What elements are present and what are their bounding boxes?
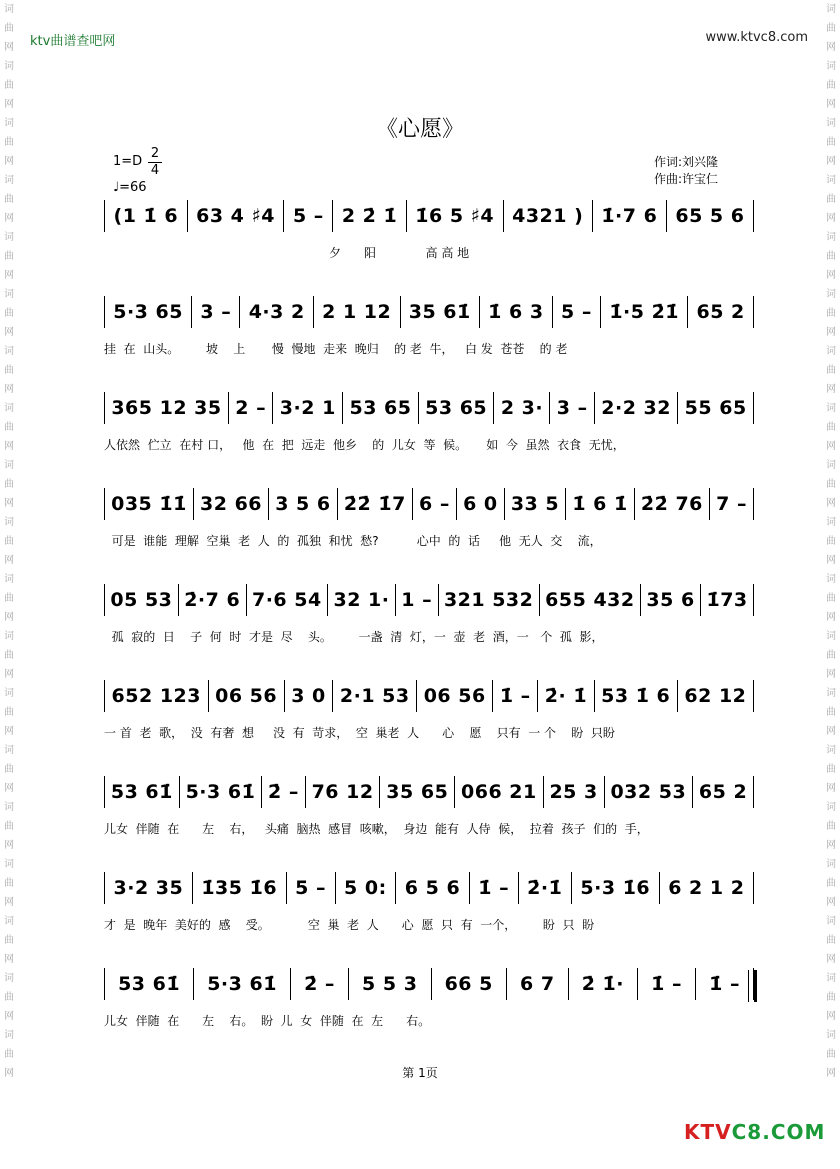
measure: 1 – [396,584,439,616]
time-signature [148,146,162,179]
measure: 1̇73 [701,584,754,616]
notes-row [104,584,754,616]
measure: 1̇ 6 3 [480,296,553,328]
score-line [104,488,754,548]
measure: 2 – [229,392,274,424]
measure: 2·2 32 [595,392,678,424]
notes-row [104,872,754,904]
score-line [104,584,754,644]
site-name[interactable]: ktv曲谱查吧网 [30,34,116,49]
notes-row [104,968,754,1000]
measure: 53 61̇ [105,776,180,808]
measure: 365 12 35 [105,392,229,424]
score-line [104,680,754,740]
measure: 5·3 65 [105,296,192,328]
measure: 1̇ – [470,872,519,904]
measure: 655 432 [540,584,641,616]
song-title: 《心愿》 [375,117,464,142]
measure: 1̇ – [493,680,538,712]
measure: 2̇2̇ 1̇7 [338,488,413,520]
logo-c8: C8.COM [731,1120,826,1144]
measure: 1̇ 6 1̇ [566,488,635,520]
measure: 5·3 61̇ [180,776,262,808]
key-signature: 1=D [113,154,143,169]
measure: 652 123 [105,680,209,712]
score-line [104,776,754,836]
watermark-right: 词曲网词曲网词曲网词曲网词曲网词曲网词曲网词曲网词曲网词曲网词曲网词曲网词曲网词曲网词曲网词曲网词曲网词曲网词曲网 [826,4,836,1079]
lyrics-line: 人依然 伫立 在村 口， 他 在 把 远走 他乡 的 儿女 等 候。 如 今 虽然 衣食 无忧， [104,438,625,452]
lyrics-line: 一 首 老 歌， 没 有奢 想 没 有 苛求， 空 巢老 人 心 愿 只有 一 个 盼 只盼 [104,726,615,740]
measure: 35 6 [641,584,701,616]
measure: 2·1 53 [333,680,417,712]
measure: 53 65 [419,392,495,424]
measure: 2̇ – [291,968,349,1000]
lyrics-line: 才 是 晚年 美好的 感 受。 空 巢 老 人 心 愿 只 有 一个， 盼 只 盼 [104,918,595,932]
measure: 1̇·5 2̇1̇ [601,296,688,328]
measure: 55 65 [678,392,754,424]
measure: 35 65 [380,776,455,808]
measure: 2̇ 1̇· [569,968,638,1000]
measure: 6 2 1 2 [660,872,754,904]
measure: 1̇ – [638,968,696,1000]
measure: 5 0: [336,872,397,904]
measure: 2̇2̇ 76 [635,488,710,520]
measure: (1 1̇ 6 [105,200,188,232]
measure: 3 – [550,392,595,424]
measure: 3 – [192,296,240,328]
lyrics-line: 挂 在 山头。 坡 上 慢 慢地 走来 晚归 的 老 牛， 白 发 苍苍 的 老 [104,342,568,356]
measure: 1̇6 5 ♯4 [407,200,504,232]
measure: 2̇· 1̇ [538,680,594,712]
measure: 65 2 [693,776,754,808]
measure: 035 1̇1̇ [105,488,194,520]
measure: 7·6 54 [247,584,329,616]
notes-row [104,488,754,520]
measure: 53 65 [343,392,419,424]
measure: 6 – [413,488,457,520]
score-line [104,392,754,452]
measure: 5 – [553,296,601,328]
measure: 3·2 1 [273,392,343,424]
measure: 4321 ) [504,200,593,232]
measure: 1̇35 1̇6 [193,872,287,904]
lyrics-line: 儿女 伴随 在 左 右。 盼 儿 女 伴随 在 左 右。 [104,1014,431,1028]
measure: 53 1̇ 6 [595,680,678,712]
watermark-left: 词曲网词曲网词曲网词曲网词曲网词曲网词曲网词曲网词曲网词曲网词曲网词曲网词曲网词曲网词曲网词曲网词曲网词曲网词曲网 [4,4,14,1079]
measure: 53 61̇ [105,968,194,1000]
page-number: 第 1页 [402,1066,438,1080]
site-url[interactable]: www.ktvc8.com [705,30,808,45]
measure: 6 7 [507,968,569,1000]
lyrics-line: 孤 寂的 日 子 何 时 才是 尽 头。 一盏 清 灯，一 壶 老 酒，一 个 孤 影， [104,630,604,644]
measure: 3 0 [285,680,334,712]
measure: 33 5 [505,488,566,520]
measure: 2 1 12 [314,296,401,328]
measure: 5·3 61̇ [194,968,291,1000]
measure: 3 5 6 [269,488,338,520]
score-line [104,968,754,1028]
measure: 321 532 [439,584,540,616]
notes-row [104,200,754,232]
lyrics-line: 可是 谁能 理解 空巢 老 人 的 孤独 和忧 愁? 心中 的 话 他 无人 交 流， [104,534,602,548]
measure: 06 56 [417,680,493,712]
tempo-marking: ♩=66 [113,180,147,195]
lyrics-line: 夕 阳 高 高 地 [104,246,470,260]
time-sig-top: 2 [150,146,160,161]
measure: 7 – [710,488,754,520]
notes-row [104,776,754,808]
composer: 作曲:许宝仁 [654,172,719,186]
measure: 62 12 [678,680,754,712]
notes-row [104,680,754,712]
measure: 2̇·1̇ [519,872,572,904]
measure: 25 3 [544,776,605,808]
measure: 032 53 [605,776,693,808]
measure: 3·2 35 [105,872,193,904]
measure: 06 56 [209,680,285,712]
measure: 5 – [287,872,336,904]
measure: 2 2̇ 1̇ [333,200,406,232]
measure: 66 5 [432,968,507,1000]
measure: 4·3 2 [240,296,313,328]
notes-row [104,392,754,424]
site-logo [684,1120,825,1144]
measure: 65 2 [688,296,754,328]
measure: 32 1· [328,584,396,616]
measure: 066 21 [455,776,543,808]
measure: 05 53 [105,584,179,616]
measure: 1̇·7 6 [593,200,667,232]
measure: 2̇·7 6 [179,584,247,616]
measure: 63 4 ♯4 [188,200,285,232]
measure: 6 0 [457,488,505,520]
measure: 76 12 [306,776,381,808]
score-line [104,872,754,932]
score-line [104,200,754,260]
lyrics-line: 儿女 伴随 在 左 右， 头痛 脑热 感冒 咳嗽， 身边 能有 人侍 候， 拉着 孩子 们的 手， [104,822,649,836]
measure: 65 5 6 [667,200,754,232]
measure: 5·3 1̇6 [572,872,660,904]
measure: 32 66 [194,488,269,520]
final-barline [748,970,757,1002]
measure: 2̇ – [262,776,306,808]
measure: 1̇ – [696,968,754,1000]
measure: 2 3· [494,392,550,424]
measure: 6 5 6 [396,872,469,904]
time-sig-bottom: 4 [148,162,162,179]
measure: 5 5 3 [349,968,432,1000]
logo-ktv: KTV [684,1120,732,1144]
measure: 35 61̇ [401,296,480,328]
score-line [104,296,754,356]
notes-row [104,296,754,328]
measure: 5 – [284,200,333,232]
lyricist: 作词:刘兴隆 [654,155,719,169]
